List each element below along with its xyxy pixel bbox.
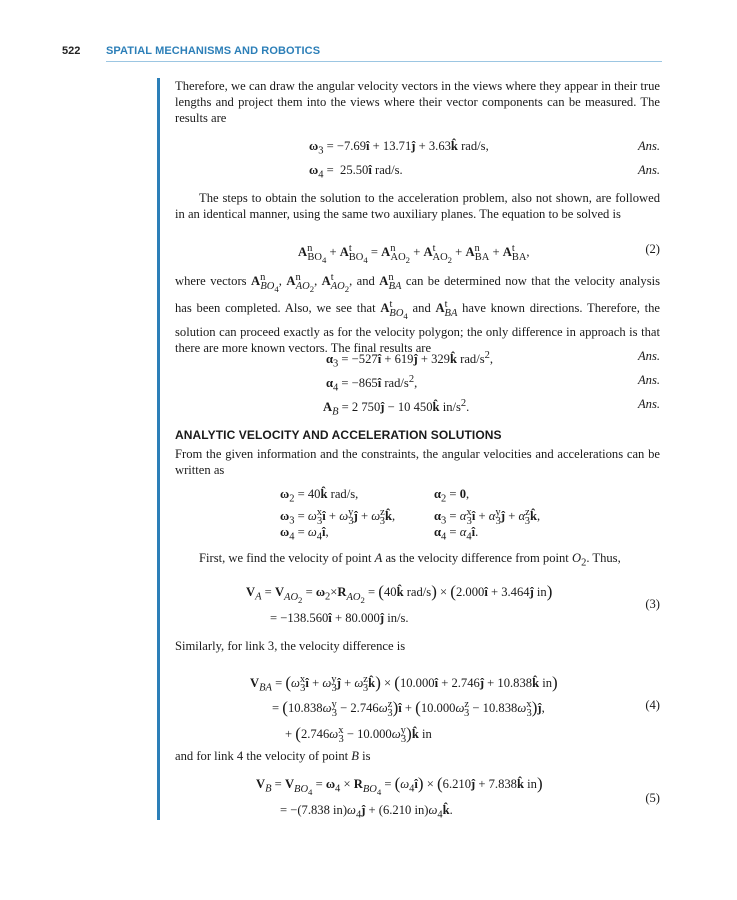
ans-label: Ans. [637,397,660,411]
result-alpha3: $\alpha_3$ = −527î + 619ĵ + 329k̂ rad/$s^2$, [326,350,494,370]
page-number: 522 [62,45,81,57]
paragraph-4: From the given information and the constraints, the angular velocities and accelerations can be written as [175,447,660,477]
ans-label: Ans. [637,349,660,363]
result-omega4: $\omega_4$ = 25.50î rad/s. [309,163,403,181]
equation-VBA-line2: = ($10.838\omega^y_3$ − $2.746\omega^z_3)î + (10.000\omega^z_3$ − $10.838\omega^x_3)ĵ$, [272,698,545,719]
paragraph-3: where vectors $A^n_{BO_4}$, $A^n_{AO_2}$, $A^t_{AO_2}$, and $A^n_{BA}$ can be determined now that the velocity analysis has been completed. Also, we see that $A^t_{BO_4}$ and $A^t_{BA}$ have known directions. Therefore, the solution can proceed exactly as for the velocity polygon; the only difference in approach is that there are more known vectors. The final results are [175,272,661,355]
change-bar [157,78,160,820]
ans-label: Ans. [637,139,660,153]
running-title: SPATIAL MECHANISMS AND ROBOTICS [106,45,321,57]
given-omega3: $\omega_3$ = $\omega^x_3î$ + $\omega^y_3ĵ$ + $\omega^z_3k̂$, [280,507,396,527]
ans-label: Ans. [637,373,660,387]
paragraph-1: Therefore, we can draw the angular velocity vectors in the views where they appear in their true lengths and project them into the views where their vector components can be measured. The results are [175,79,660,125]
given-alpha4: $\alpha_4$ = $\alpha_4î$. [434,525,479,543]
equation-number-2: (2) [645,242,660,256]
equation-VBA-line1: $V_{BA}$ = ($\omega^x_3î$ + $\omega^y_3ĵ$ + $\omega^z_3k̂$) × (10.000î + 2.746ĵ + 10.838k̂ in) [250,673,558,694]
result-omega3: $\omega_3$ = −7.69î + 13.71ĵ + 3.63k̂ rad/s, [309,139,489,157]
paragraph-5: First, we find the velocity of point A as the velocity difference from point $O_2$. Thus, [199,551,621,569]
paragraph-6: Similarly, for link 3, the velocity difference is [175,639,406,653]
result-alpha4: $\alpha_4$ = −865î rad/$s^2$, [326,374,418,394]
given-omega4: $\omega_4$ = $\omega_4î$, [280,525,329,543]
header-rule [106,61,662,62]
given-alpha2: $\alpha_2 = 0$, [434,487,470,505]
equation-VA-line1: $V_A = V_{AO_2} = \omega_2\times R_{AO_2}$ = (40k̂ rad/s) × (2.000î + 3.464ĵ in) [246,582,553,605]
section-heading: ANALYTIC VELOCITY AND ACCELERATION SOLUTIONS [175,428,502,442]
result-AB: $A_B = 2$ 750ĵ − 10 450k̂ $in/s^2$. [323,398,470,418]
equation-number-3: (3) [645,597,660,611]
equation-number-5: (5) [645,791,660,805]
paragraph-7: and for link 4 the velocity of point B is [175,749,371,763]
equation-VB-line2: = −(7.838 $in)\omega_4ĵ + (6.210$ $in)\omega_4k̂$. [280,803,453,821]
equation-VB-line1: $V_B = V_{BO_4} = \omega_4 \times R_{BO_4}$ = $(\omega_4î)$ × (6.210ĵ + 7.838k̂ in) [256,774,543,797]
running-header [62,45,662,63]
acceleration-equation: $A^n_{BO_4} + A^t_{BO_4} = A^n_{AO_2} + A^t_{AO_2} + A^n_{BA} + A^t_{BA}$, [298,243,530,265]
equation-VA-line2: = −138.560î + 80.000ĵ in/s. [270,611,409,625]
given-omega2: $\omega_2$ = 40k̂ rad/s, [280,487,359,505]
ans-label: Ans. [637,163,660,177]
given-alpha3: $\alpha_3$ = $\alpha^x_3î$ + $\alpha^y_3ĵ$ + $\alpha^z_3k̂$, [434,507,541,527]
paragraph-2: The steps to obtain the solution to the acceleration problem, also not shown, are followed in an identical manner, using the same two auxiliary planes. The equation to be solved is [175,191,660,221]
equation-VBA-line3: + ($2.746\omega^x_3$ − $10.000\omega^y_3)k̂$ in [285,724,432,745]
equation-number-4: (4) [645,698,660,712]
